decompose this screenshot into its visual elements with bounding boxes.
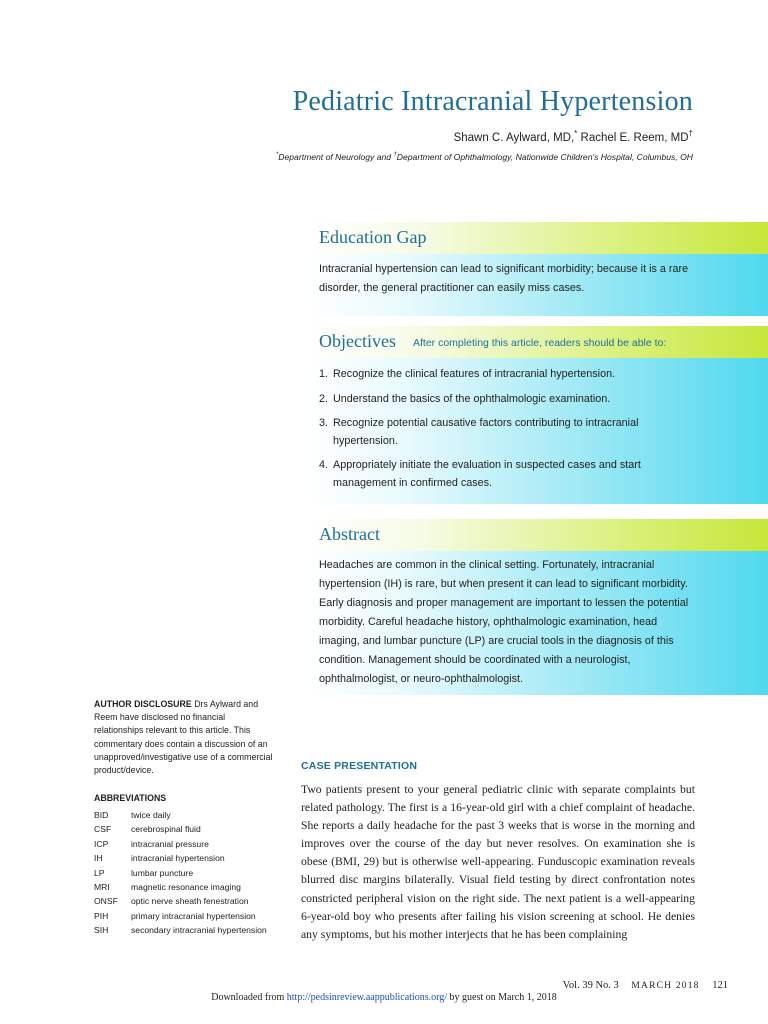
abbreviation-meaning: lumbar puncture [131, 867, 194, 878]
objective-item [319, 391, 698, 409]
affil-text-a: Department of Neurology and [278, 152, 394, 162]
abbreviation: IH [94, 853, 103, 864]
footer-page-number: 121 [712, 980, 728, 991]
abstract-header [305, 519, 768, 551]
abbreviation-row [94, 880, 267, 894]
download-notice [0, 992, 768, 1003]
affil-mark-2: † [393, 152, 397, 159]
objectives-subheading: After completing this article, readers should be able to: [413, 337, 667, 349]
footer-month: MARCH 2018 [631, 981, 700, 991]
objective-text: Recognize the clinical features of intracranial hypertension. [333, 368, 616, 380]
abbreviation-meaning: secondary intracranial hypertension [131, 925, 267, 936]
education-gap-header [305, 222, 768, 254]
abbreviation-row [94, 808, 267, 822]
case-presentation-text: Two patients present to your general pediatric clinic with separate complaints but related pathology. The first is a 16-year-old girl with a chief complaint of headache. She reports a daily headache for the past 3 weeks that is worse in the morning and improves over the course of the day but never resolves. On examination she is obese (BMI, 29) but is otherwise well-appearing. Funduscopic examination reveals blurred disc margins bilaterally. Visual field testing by direct confrontation notes constricted peripheral vision on the right side. The next patient is a well-appearing 6-year-old boy who presents after failing his vision screening at school. He denies any symptoms, but his mother interjects that he has been complaining [301, 783, 695, 941]
abbreviation-row [94, 866, 267, 880]
page-footer [553, 980, 728, 991]
disclosure-label: AUTHOR DISCLOSURE [94, 699, 192, 709]
author-line [454, 129, 693, 144]
abbreviation-meaning: cerebrospinal fluid [131, 824, 201, 835]
affil-text-b: Department of Ophthalmology, Nationwide Children's Hospital, Columbus, OH [396, 152, 693, 162]
article-title: Pediatric Intracranial Hypertension [292, 86, 693, 117]
download-prefix: Downloaded from [211, 992, 287, 1003]
abstract-text: Headaches are common in the clinical setting. Fortunately, intracranial hypertension (IH) is rare, but when present it can lead to significant morbidity. Early diagnosis and proper management are important to lessen the potential morbidity. Careful headache history, ophthalmologic examination, head imaging, and lumbar puncture (LP) are crucial tools in the diagnosis of this condition. Management should be coordinated with a neurologist, ophthalmologist, or neuro-ophthalmologist. [319, 559, 689, 685]
abbreviation-row [94, 837, 267, 851]
abbreviation: MRI [94, 882, 110, 893]
abbreviation-row [94, 894, 267, 908]
author-mark-2: † [688, 129, 693, 138]
abbreviations-heading: ABBREVIATIONS [94, 793, 167, 803]
objective-number: 4. [319, 459, 329, 471]
education-gap-text: Intracranial hypertension can lead to significant morbidity; because it is a rare disorder, the general practitioner can easily miss cases. [319, 263, 689, 294]
author-names-a: Shawn C. Aylward, MD, [453, 131, 575, 144]
abbreviations-table [94, 808, 267, 938]
objective-number: 2. [319, 392, 329, 405]
abbreviation-meaning: twice daily [131, 810, 171, 820]
objectives-body [305, 358, 768, 504]
footer-volume: Vol. 39 No. 3 [562, 980, 619, 991]
author-mark-1: * [574, 129, 578, 138]
download-link[interactable]: http://pedsinreview.aappublications.org/ [286, 992, 448, 1003]
disclosure-text: Drs Aylward and Reem have disclosed no financial relationships relevant to this article. This commentary does contain a discussion of an unapproved/investigative use of a commercial product/device. [94, 699, 273, 776]
objective-number: 1. [319, 368, 329, 380]
abbreviation-row [94, 923, 267, 937]
objective-item [319, 457, 698, 492]
abbreviation: BID [94, 810, 109, 820]
abbreviation: CSF [94, 824, 112, 835]
objective-item [319, 366, 698, 384]
abbreviation-row [94, 822, 267, 836]
objectives-heading: Objectives [319, 331, 396, 351]
abbreviation-row [94, 909, 267, 923]
abbreviation: PIH [94, 910, 109, 921]
education-gap-body [305, 254, 768, 316]
objectives-header [305, 326, 768, 358]
abstract-body [305, 551, 768, 695]
objective-item [319, 415, 698, 450]
download-suffix: by guest on March 1, 2018 [447, 992, 557, 1003]
objectives-list [319, 366, 698, 499]
objective-text: Understand the basics of the ophthalmologic examination. [333, 392, 611, 405]
affiliation-line [276, 152, 693, 162]
abbreviation: ONSF [94, 896, 118, 907]
case-presentation-heading: CASE PRESENTATION [301, 760, 418, 772]
author-disclosure [94, 698, 274, 777]
abstract-heading: Abstract [319, 524, 380, 544]
abbreviation-meaning: intracranial pressure [131, 838, 209, 849]
abbreviation: LP [94, 867, 105, 878]
abbreviation-meaning: primary intracranial hypertension [131, 910, 256, 921]
objective-text: Recognize potential causative factors contributing to intracranial hypertension. [333, 417, 639, 447]
abbreviation-meaning: magnetic resonance imaging [131, 882, 241, 893]
abbreviation-row [94, 851, 267, 865]
abbreviation: SIH [94, 925, 109, 936]
education-gap-heading: Education Gap [319, 227, 427, 247]
affil-mark-1: * [275, 152, 279, 159]
objective-text: Appropriately initiate the evaluation in suspected cases and start management in confirmed cases. [333, 459, 641, 489]
objective-number: 3. [319, 417, 329, 429]
abbreviation: ICP [94, 838, 109, 849]
author-names-b: Rachel E. Reem, MD [577, 131, 689, 144]
abbreviation-meaning: intracranial hypertension [131, 853, 225, 864]
abbreviation-meaning: optic nerve sheath fenestration [131, 896, 249, 907]
